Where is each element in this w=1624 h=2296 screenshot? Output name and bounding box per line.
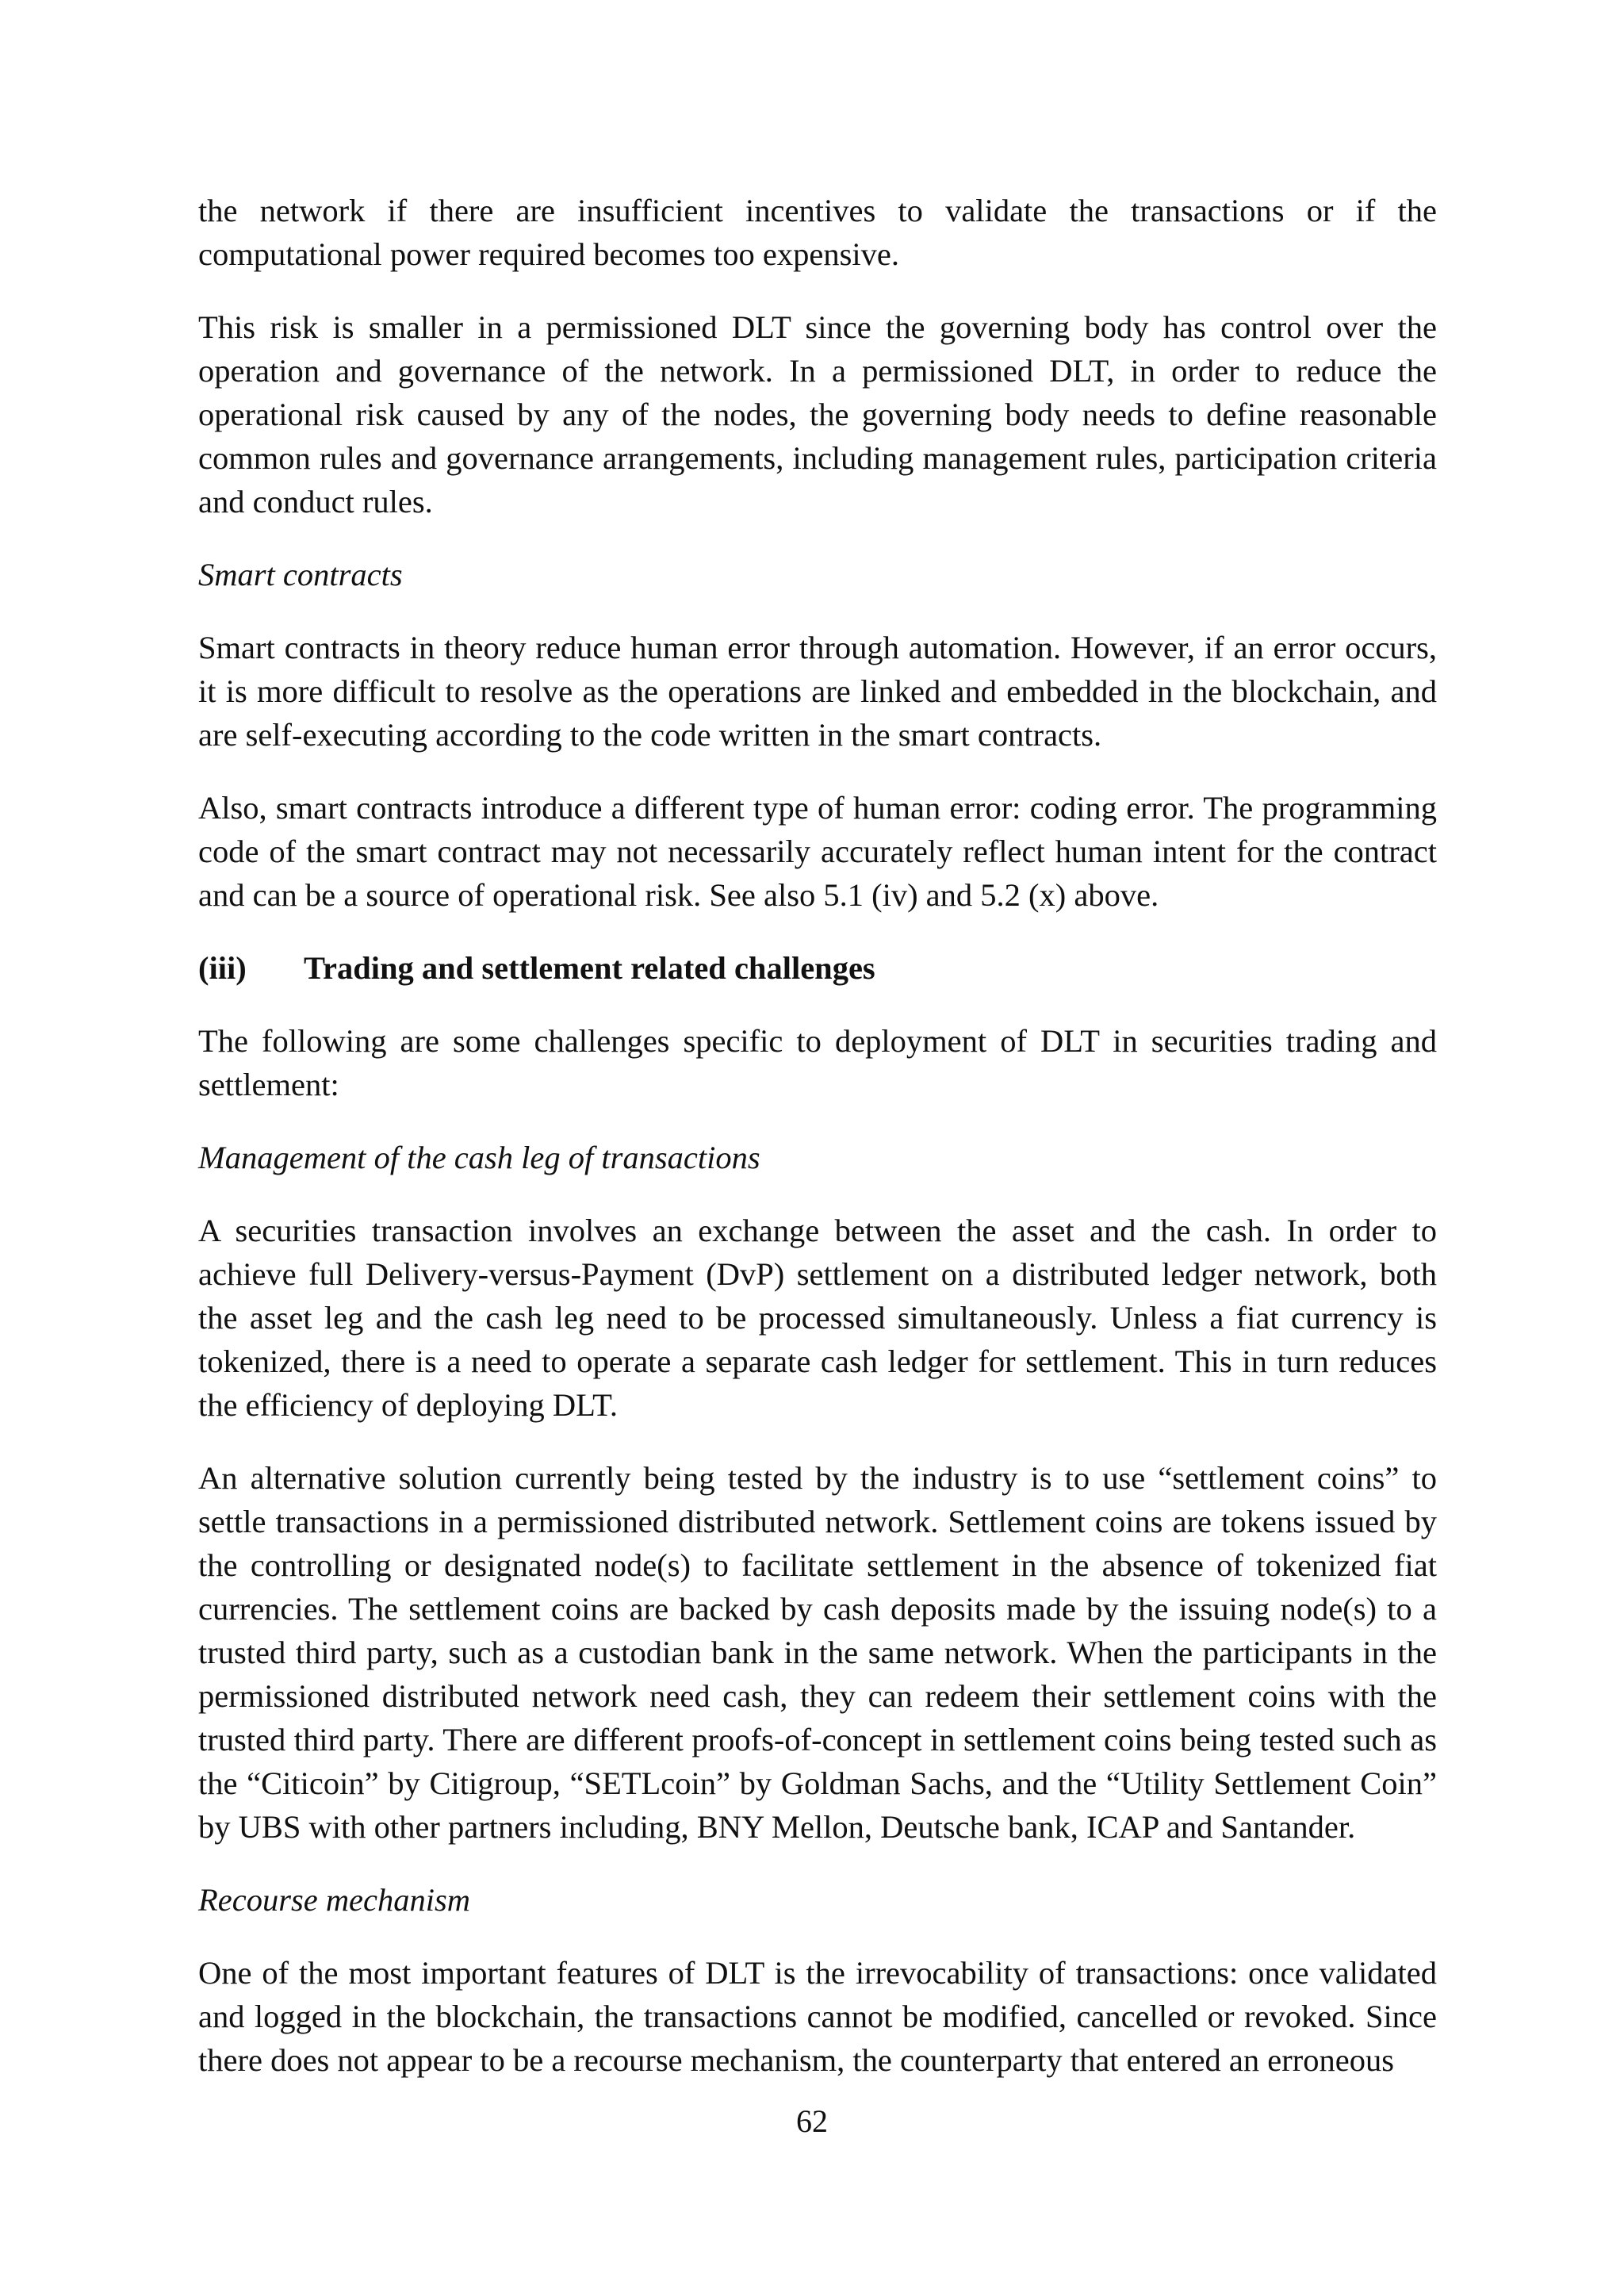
paragraph-cash-leg-1: A securities transaction involves an exchange between the asset and the cash. In order to achieve full Delivery-versus-Payment (DvP) settlement on a distributed ledger network, both the asset leg and the cash leg need to be processed simultaneously. Unless a fiat currency is tokenized, there is a need to operate a separate cash ledger for settlement. This in turn reduces the efficiency of deploying DLT. [198,1213,1437,1423]
section-title: Trading and settlement related challenges [304,950,875,986]
paragraph-cash-leg-2: An alternative solution currently being tested by the industry is to use “settlement coins” to settle transactions in a permissioned distributed network. Settlement coins are tokens issued by the controlling or designated node(s) to facilitate settlement in the absence of tokenized fiat currencies. The settlement coins are backed by cash deposits made by the issuing node(s) to a trusted third party, such as a custodian bank in the same network. When the participants in the permissioned distributed network need cash, they can redeem their settlement coins with the trusted third party. There are different proofs-of-concept in settlement coins being tested such as the “Citicoin” by Citigroup, “SETLcoin” by Goldman Sachs, and the “Utility Settlement Coin” by UBS with other partners including, BNY Mellon, Deutsche bank, ICAP and Santander. [198,1460,1437,1845]
section-number: (iii) [198,950,247,986]
subheading-recourse: Recourse mechanism [198,1882,471,1918]
page-number: 62 [796,2103,828,2139]
section-heading-iii [198,946,1437,990]
subheading-smart-contracts: Smart contracts [198,557,403,592]
subheading-cash-leg: Management of the cash leg of transactions [198,1140,760,1175]
paragraph-recourse: One of the most important features of DLT is the irrevocability of transactions: once validated and logged in the blockchain, the transactions cannot be modified, cancelled or revoked. Since there does not appear to be a recourse mechanism, the counterparty that entered an erroneous [198,1955,1437,2078]
paragraph-network-continuation: the network if there are insufficient incentives to validate the transactions or if the computational power required becomes too expensive. [198,193,1437,272]
paragraph-smart-contracts-1: Smart contracts in theory reduce human error through automation. However, if an error occurs, it is more difficult to resolve as the operations are linked and embedded in the blockchain, and are self-executing according to the code written in the smart contracts. [198,630,1437,753]
paragraph-smart-contracts-2: Also, smart contracts introduce a different type of human error: coding error. The programming code of the smart contract may not necessarily accurately reflect human intent for the contract and can be a source of operational risk. See also 5.1 (iv) and 5.2 (x) above. [198,790,1437,913]
paragraph-permissioned-risk: This risk is smaller in a permissioned DLT since the governing body has control over the operation and governance of the network. In a permissioned DLT, in order to reduce the operational risk caused by any of the nodes, the governing body needs to define reasonable common rules and governance arrangements, including management rules, participation criteria and conduct rules. [198,309,1437,519]
document-body [198,189,1437,2111]
paragraph-section-intro: The following are some challenges specific to deployment of DLT in securities trading and settlement: [198,1023,1437,1102]
